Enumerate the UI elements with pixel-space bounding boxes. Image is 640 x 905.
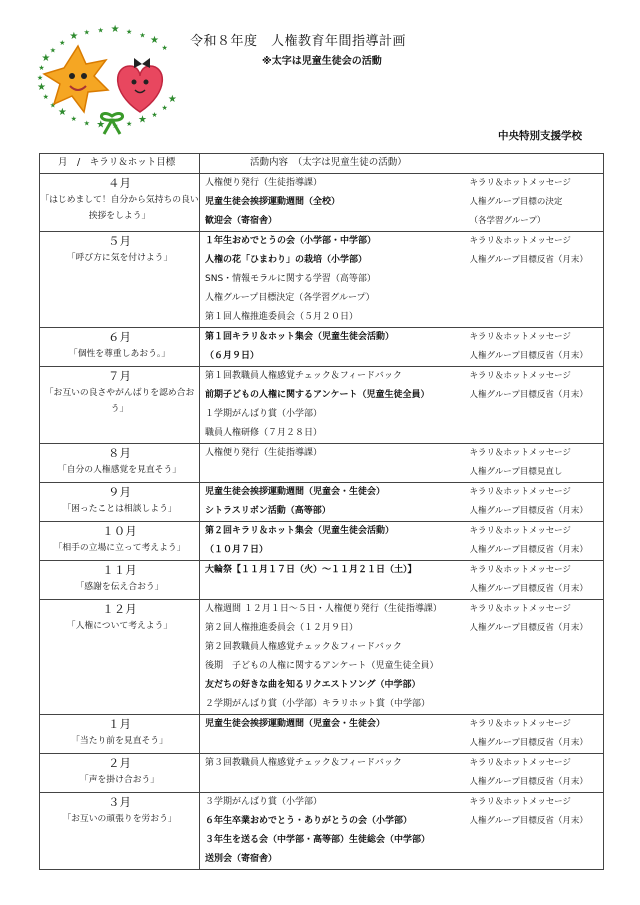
small-star-icon: ★	[161, 43, 168, 52]
activity-item: 児童生徒会挨拶運動週間（児童会・生徒会）	[205, 487, 386, 497]
monthly-goal: 「呼び方に気を付けよう」	[66, 253, 173, 263]
activity-item: （６月９日）	[205, 351, 260, 361]
table-row	[40, 444, 604, 483]
small-star-icon: ★	[126, 120, 133, 129]
activity-item: 第２回人権推進委員会（１２月９日）	[205, 623, 359, 633]
message-item: 人権グループ目標反省（月末）	[469, 506, 588, 516]
month-goal-cell	[40, 367, 200, 444]
activity-item: （１０月７日）	[205, 545, 269, 555]
month-label: ６月	[108, 330, 131, 344]
header-illustration	[30, 24, 190, 139]
small-star-icon: ★	[57, 107, 67, 119]
monthly-goal: 「声を掛け合おう」	[79, 775, 160, 785]
table-row	[40, 715, 604, 754]
messages-cell	[468, 444, 604, 483]
activity-item: 第３回教職員人権感覚チェック＆フィードバック	[205, 758, 402, 768]
messages-cell	[468, 174, 604, 232]
message-item: キラリ＆ホットメッセージ	[469, 332, 571, 342]
activity-item: 歓迎会（寄宿舎）	[205, 216, 278, 226]
activities-cell	[200, 561, 468, 600]
month-goal-cell	[40, 793, 200, 870]
small-star-icon: ★	[83, 119, 90, 128]
message-item: 人権グループ目標の決定	[469, 197, 563, 207]
month-label: ３月	[108, 795, 131, 809]
table-row	[40, 483, 604, 522]
messages-cell	[468, 367, 604, 444]
activities-cell	[200, 483, 468, 522]
school-name: 中央特別支援学校	[498, 130, 582, 142]
month-label: ５月	[108, 234, 131, 248]
message-item: キラリ＆ホットメッセージ	[469, 719, 571, 729]
small-star-icon: ★	[69, 30, 79, 42]
month-label: ７月	[108, 369, 131, 383]
message-item: キラリ＆ホットメッセージ	[469, 448, 571, 458]
small-star-icon: ★	[70, 115, 77, 124]
message-item: （各学習グループ）	[469, 216, 546, 226]
activity-item: 人権便り発行（生徒指導課）	[205, 178, 323, 188]
activity-item: 第１回キラリ＆ホット集会（児童生徒会活動）	[205, 332, 395, 342]
activities-cell	[200, 522, 468, 561]
month-goal-cell	[40, 715, 200, 754]
activities-cell	[200, 715, 468, 754]
message-item: キラリ＆ホットメッセージ	[469, 797, 571, 807]
table-row	[40, 328, 604, 367]
activity-item: 人権便り発行（生徒指導課）	[205, 448, 323, 458]
message-item: 人権グループ目標反省（月末）	[469, 545, 588, 555]
small-star-icon: ★	[83, 28, 90, 37]
messages-cell	[468, 483, 604, 522]
activity-item: 児童生徒会挨拶運動週間（児童会・生徒会）	[205, 719, 386, 729]
month-goal-cell	[40, 561, 200, 600]
small-star-icon: ★	[161, 104, 168, 113]
table-row	[40, 561, 604, 600]
activity-item: 第２回教職員人権感覚チェック＆フィードバック	[205, 642, 402, 652]
activity-item: 児童生徒会挨拶運動週間（全校）	[205, 197, 341, 207]
monthly-goal: 「感謝を伝え合おう」	[75, 582, 164, 592]
month-goal-cell	[40, 328, 200, 367]
activity-item: シトラスリボン活動（高等部）	[205, 506, 331, 516]
month-label: １０月	[102, 524, 137, 538]
header-month-goal: 月 / キラリ＆ホット目標	[40, 154, 200, 174]
small-star-icon: ★	[41, 52, 51, 64]
month-goal-cell	[40, 522, 200, 561]
messages-cell	[468, 715, 604, 754]
small-star-icon: ★	[59, 38, 66, 47]
monthly-goal: 「個性を尊重しあおう。」	[68, 349, 171, 359]
messages-cell	[468, 754, 604, 793]
message-item: キラリ＆ホットメッセージ	[469, 178, 571, 188]
message-item: 人権グループ目標見直し	[469, 467, 563, 477]
month-goal-cell	[40, 483, 200, 522]
message-item: 人権グループ目標反省（月末）	[469, 390, 588, 400]
message-item: キラリ＆ホットメッセージ	[469, 371, 571, 381]
table-row	[40, 232, 604, 328]
small-star-icon: ★	[126, 27, 133, 36]
activity-item: 第１回人権推進委員会（５月２０日）	[205, 312, 359, 322]
activity-item: SNS・情報モラルに関する学習（高等部）	[205, 274, 376, 284]
message-item: 人権グループ目標反省（月末）	[469, 584, 588, 594]
page-title: 令和８年度 人権教育年間指導計画	[190, 34, 407, 49]
message-item: 人権グループ目標反省（月末）	[469, 777, 588, 787]
activity-item: １年生おめでとうの会（小学部・中学部）	[205, 236, 377, 246]
monthly-goal: 「当たり前を見直そう」	[71, 736, 168, 746]
table-row	[40, 754, 604, 793]
table-row	[40, 600, 604, 715]
month-label: １２月	[102, 602, 137, 616]
message-item: 人権グループ目標反省（月末）	[469, 255, 588, 265]
small-star-icon: ★	[150, 34, 159, 46]
message-item: 人権グループ目標反省（月末）	[469, 623, 588, 633]
monthly-goal: 「自分の人権感覚を見直そう」	[57, 465, 182, 475]
activity-item: 人権グループ目標決定（各学習グループ）	[205, 293, 375, 303]
messages-cell	[468, 522, 604, 561]
activity-item: 人権週間 １２月１日～５日・人権便り発行（生徒指導課）	[205, 604, 442, 614]
small-star-icon: ★	[110, 24, 120, 36]
activity-item: ３学期がんばり賞（小学部）	[205, 797, 323, 807]
messages-cell	[468, 328, 604, 367]
message-item: 人権グループ目標反省（月末）	[469, 738, 588, 748]
small-star-icon: ★	[49, 101, 57, 110]
activity-item: 友だちの好きな曲を知るリクエストソング（中学部）	[205, 680, 421, 690]
table-header-row	[40, 154, 604, 174]
message-item: 人権グループ目標反省（月末）	[469, 816, 588, 826]
star-wreath-icon	[30, 24, 190, 139]
activities-cell	[200, 793, 468, 870]
month-label: ４月	[108, 176, 131, 190]
table-row	[40, 367, 604, 444]
monthly-goal: 「お互いの頑張りを労おう」	[62, 814, 177, 824]
month-goal-cell	[40, 232, 200, 328]
messages-cell	[468, 561, 604, 600]
monthly-goal: 「人権について考えよう」	[66, 621, 173, 631]
month-label: ２月	[108, 756, 131, 770]
small-star-icon: ★	[167, 93, 177, 105]
small-star-icon: ★	[139, 31, 146, 40]
monthly-goal: 「困ったことは相談しよう」	[62, 504, 177, 514]
table-row	[40, 174, 604, 232]
month-label: １１月	[102, 563, 137, 577]
activity-item: 第２回キラリ＆ホット集会（児童生徒会活動）	[205, 526, 395, 536]
small-star-icon: ★	[138, 114, 147, 126]
activities-cell	[200, 600, 468, 715]
month-goal-cell	[40, 754, 200, 793]
month-goal-cell	[40, 600, 200, 715]
activity-item: ３年生を送る会（中学部・高等部）生徒総会（中学部）	[205, 835, 431, 845]
message-item: キラリ＆ホットメッセージ	[469, 526, 571, 536]
activity-item: 後期 子どもの人権に関するアンケート（児童生徒全員）	[205, 661, 439, 671]
month-label: ９月	[108, 485, 131, 499]
small-star-icon: ★	[111, 121, 119, 130]
activity-item: 送別会（寄宿舎）	[205, 854, 278, 864]
monthly-goal: 「相手の立場に立って考えよう」	[53, 543, 186, 553]
small-star-icon: ★	[97, 26, 104, 35]
small-star-icon: ★	[36, 74, 44, 82]
monthly-goal: 「はじめまして！自分から気持ちの良い挨拶をしよう」	[40, 195, 199, 221]
activities-cell	[200, 367, 468, 444]
small-star-icon: ★	[37, 81, 46, 93]
activity-item: 人権の花「ひまわり」の栽培（小学部）	[205, 255, 368, 265]
activities-cell	[200, 174, 468, 232]
activities-cell	[200, 232, 468, 328]
message-item: 人権グループ目標反省（月末）	[469, 351, 588, 361]
message-item: キラリ＆ホットメッセージ	[469, 758, 571, 768]
month-goal-cell	[40, 444, 200, 483]
small-star-icon: ★	[42, 93, 49, 102]
activity-item: 前期子どもの人権に関するアンケート（児童生徒全員）	[205, 390, 430, 400]
small-star-icon: ★	[151, 111, 158, 120]
small-star-icon: ★	[96, 119, 106, 131]
activity-item: 第１回教職員人権感覚チェック＆フィードバック	[205, 371, 402, 381]
month-label: ８月	[108, 446, 131, 460]
message-item: キラリ＆ホットメッセージ	[469, 236, 571, 246]
activity-item: ６年生卒業おめでとう・ありがとうの会（小学部）	[205, 816, 413, 826]
header-activities: 活動内容 （太字は児童生徒の活動）	[200, 154, 604, 174]
month-goal-cell	[40, 174, 200, 232]
month-label: １月	[108, 717, 131, 731]
bold-note: ※太字は児童生徒会の活動	[262, 56, 382, 67]
activity-item: 大輪祭【１１月１７日（火）～１１月２１日（土）】	[205, 565, 417, 575]
message-item: キラリ＆ホットメッセージ	[469, 487, 571, 497]
message-item: キラリ＆ホットメッセージ	[469, 565, 571, 575]
message-item: キラリ＆ホットメッセージ	[469, 604, 571, 614]
heart-character-icon	[118, 58, 163, 112]
activity-item: １学期がんばり賞（小学部）	[205, 409, 323, 419]
activities-cell	[200, 444, 468, 483]
annual-plan-table	[39, 153, 604, 870]
small-star-icon: ★	[49, 46, 57, 55]
activity-item: 職員人権研修（７月２８日）	[205, 428, 323, 438]
table-row	[40, 793, 604, 870]
table-row	[40, 522, 604, 561]
small-star-icon: ★	[38, 64, 45, 73]
activities-cell	[200, 754, 468, 793]
messages-cell	[468, 600, 604, 715]
activities-cell	[200, 328, 468, 367]
messages-cell	[468, 793, 604, 870]
messages-cell	[468, 232, 604, 328]
activity-item: ２学期がんばり賞（小学部）キラリホット賞（中学部）	[205, 699, 431, 709]
monthly-goal: 「お互いの良さやがんばりを認め合おう」	[44, 388, 195, 414]
